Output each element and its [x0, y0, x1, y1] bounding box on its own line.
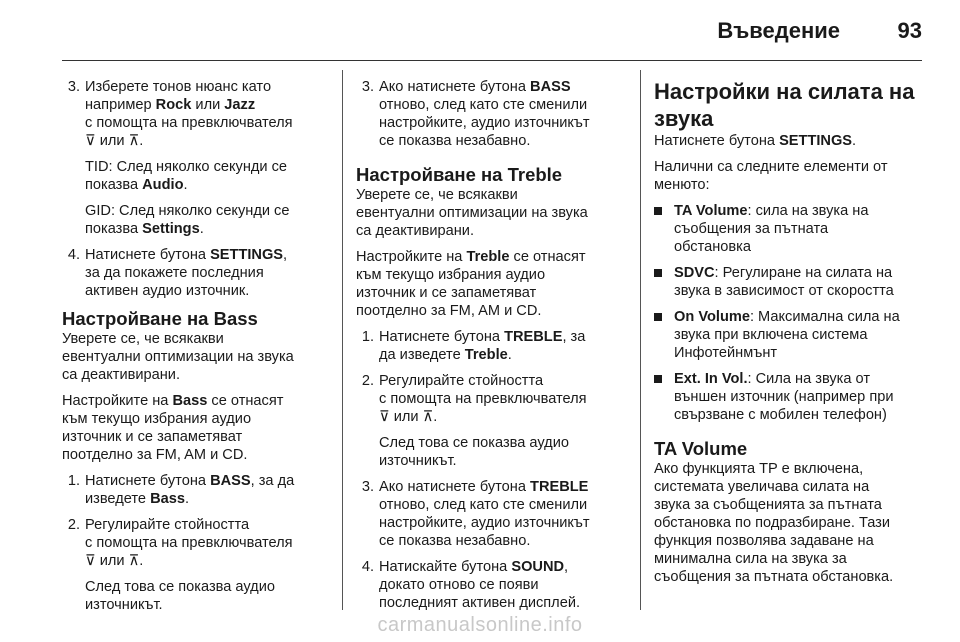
list-item: 3. Ако натиснете бутона TREBLE отново, след като сте сменили настройките, аудио източникът се показва незабавно. [361, 479, 590, 549]
tid-note: TID: След няколко секунди се показва Audio. [85, 159, 288, 193]
section-heading-bass: Настройване на Bass [62, 308, 258, 329]
section-heading-treble: Настройване на Treble [356, 164, 563, 185]
bullet-item: SDVC: Регулиране на силата на звука в зависимост от скоростта [654, 264, 922, 300]
list-item: 4. Натиснете бутона SETTINGS, за да покажете последния активен аудио източник. [67, 247, 288, 299]
column-2 [356, 78, 614, 620]
paragraph: Ако функцията TP е включена, системата увеличава силата на звука за съобщенията за пътната обстановка по подразбиране. Тази функция позволява задаване на минимална сила на звука за съобщения за пътната обстановка. [654, 461, 894, 585]
paragraph: Налични са следните елементи от менюто: [654, 159, 888, 193]
bullet-item: On Volume: Максимална сила на звука при включена система Инфотейнмънт [654, 308, 922, 362]
list-item: 1. Натиснете бутона BASS, за да изведете Bass. [67, 473, 295, 507]
list-item: 2. Регулирайте стойността с помощта на превключвателя ⊽ или ⊼. След това се показва аудио източникът. [361, 373, 587, 469]
bullet-item: Ext. In Vol.: Сила на звука от външен източник (например при свързване с мобилен телефон) [654, 370, 922, 424]
bullet-square-icon [654, 375, 662, 383]
bullet-square-icon [654, 269, 662, 277]
column-3 [654, 78, 922, 594]
column-divider-2 [640, 70, 641, 610]
paragraph: Уверете се, че всякакви евентуални оптимизации на звука са деактивирани. [62, 331, 294, 383]
column-1 [62, 78, 320, 622]
paragraph: Уверете се, че всякакви евентуални оптимизации на звука са деактивирани. [356, 187, 588, 239]
column-divider-1 [342, 70, 343, 610]
paragraph: Настройките на Treble се отнасят към текущо избрания аудио източник и се запаметяват поотделно за FM, AM и CD. [356, 249, 586, 319]
page-number: 93 [897, 18, 922, 43]
list-item: 3. Ако натиснете бутона BASS отново, след като сте сменили настройките, аудио източникът се показва незабавно. [361, 79, 590, 149]
section-heading-ta-volume: TA Volume [654, 438, 748, 459]
list-item: 1. Натиснете бутона TREBLE, за да изведете Treble. [361, 329, 586, 363]
bullet-square-icon [654, 313, 662, 321]
page-header-title: Въведение [717, 18, 840, 43]
bullet-square-icon [654, 207, 662, 215]
watermark: carmanualsonline.info [377, 614, 583, 636]
bullet-item: TA Volume: сила на звука на съобщения за пътната обстановка [654, 202, 922, 256]
header-rule [62, 60, 922, 61]
paragraph: Настройките на Bass се отнасят към текущо избрания аудио източник и се запаметяват поотделно за FM, AM и CD. [62, 393, 284, 463]
list-item: 4. Натискайте бутона SOUND, докато отново се появи последният активен дисплей. [361, 559, 581, 611]
list-item: 2. Регулирайте стойността с помощта на превключвателя ⊽ или ⊼. След това се показва аудио източникът. [67, 517, 293, 613]
list-item: 3. Изберете тонов нюанс като например Rock или Jazz с помощта на превключвателя ⊽ или ⊼. TID: След няколко секунди се показва Audio. GID: След няколко секунди се показва Settings. [62, 78, 320, 238]
section-heading-volume: Настройки на силата на звука [654, 79, 915, 131]
gid-note: GID: След няколко секунди се показва Settings. [85, 203, 290, 237]
paragraph: Натиснете бутона SETTINGS. [654, 133, 857, 149]
